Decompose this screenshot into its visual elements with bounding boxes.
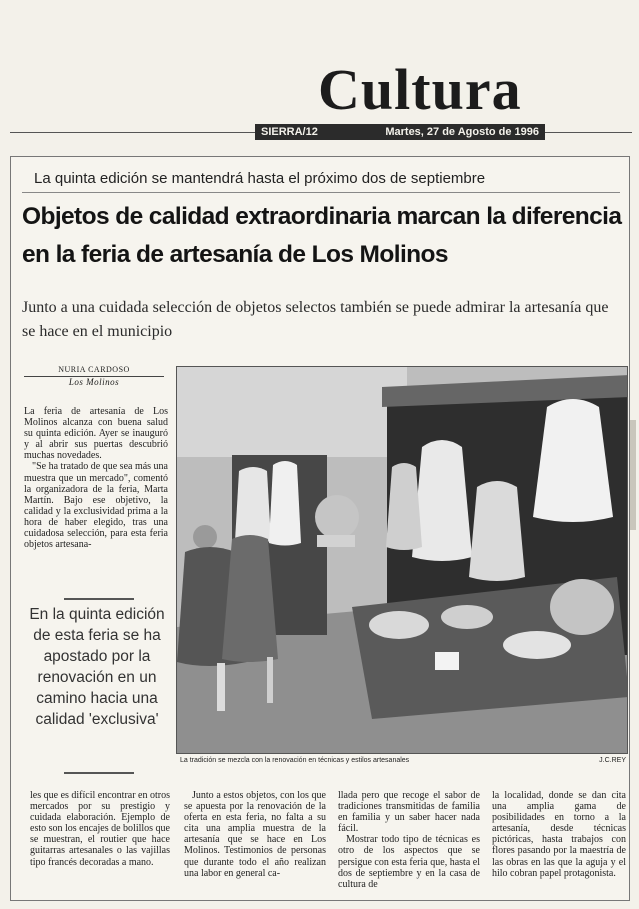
section-name: SIERRA/12 — [261, 126, 318, 138]
kicker-rule — [22, 192, 620, 193]
article-photo — [176, 366, 628, 754]
body-column-2-text: Junto a estos objetos, con los que se apuesta por la renovación de la oferta en esta feria, no falta a su cita una amplia muestra de la artesanía que se hace en Los Molinos. Testimonios de personas que durante todo el año realizan una labor en general ca- — [184, 790, 326, 879]
masthead-title: Cultura — [318, 57, 522, 122]
intro-paragraph-2: "Se ha tratado de que sea más una muestra que un mercado", comentó la organizadora de la feria, Marta Martín. Bajo ese objetivo, la calidad y la exclusividad prima a la hora de haber elegido, tras una cuidadosa selección, para esta feria objetos artesana- — [24, 461, 168, 551]
body-column-1 — [30, 790, 170, 868]
craft-fair-photo — [177, 367, 628, 754]
article-kicker: La quinta edición se mantendrá hasta el próximo dos de septiembre — [34, 170, 486, 187]
article-subhead: Junto a una cuidada selección de objetos selectos también se puede admirar la artesanía que se hace en el municipio — [22, 299, 609, 340]
photo-credit: J.C.REY — [599, 757, 626, 764]
article-headline: Objetos de calidad extraordinaria marcan la diferencia en la feria de artesanía de Los Molinos — [22, 203, 622, 268]
body-column-3 — [338, 790, 480, 890]
body-column-2 — [184, 790, 326, 879]
byline-author: NURIA CARDOSO — [58, 365, 130, 374]
page-edge — [630, 420, 636, 530]
byline-place: Los Molinos — [68, 377, 120, 387]
pull-quote-rule-top — [64, 598, 134, 600]
body-column-3-text-a: llada pero que recoge el sabor de tradiciones transmitidas de familia en familia y un saber hacer nada fácil. — [338, 790, 480, 835]
bleed-through-text — [196, 86, 207, 125]
byline-rule — [24, 376, 164, 377]
intro-paragraph-1: La feria de artesanía de Los Molinos alcanza con buena salud su quinta edición. Ayer se inauguró y al abrir sus puertas descubrió muchas novedades. — [24, 406, 168, 462]
body-column-3-text-b: Mostrar todo tipo de técnicas es otro de los aspectos que se persigue con esta feria que, hasta el dos de septiembre y en la casa de cultura de — [338, 834, 480, 890]
section-bar — [255, 124, 545, 140]
pull-quote-rule-bottom — [64, 772, 134, 774]
body-column-4 — [492, 790, 626, 879]
body-column-4-text: la localidad, donde se dan cita una amplia gama de posibilidades en torno a la artesanía, desde técnicas pictóricas, hasta trabajos con flores pasando por la maestría de las obras en las que la aguja y el hilo cobran papel protagonista. — [492, 790, 626, 879]
body-column-1-text: les que es difícil encontrar en otros mercados por su prestigio y cuidada elaboración. Ejemplo de esto son los encajes de bolillos que se muestran, el routier que hace guitarras artesanales o las vajillas tipo francés decoradas a mano. — [30, 790, 170, 868]
photo-caption: La tradición se mezcla con la renovación en técnicas y estilos artesanales — [180, 757, 410, 764]
issue-date: Martes, 27 de Agosto de 1996 — [385, 126, 539, 138]
pull-quote: En la quinta edición de esta feria se ha apostado por la renovación en un camino hacia una calidad 'exclusiva' — [29, 606, 165, 728]
intro-column — [24, 406, 168, 550]
